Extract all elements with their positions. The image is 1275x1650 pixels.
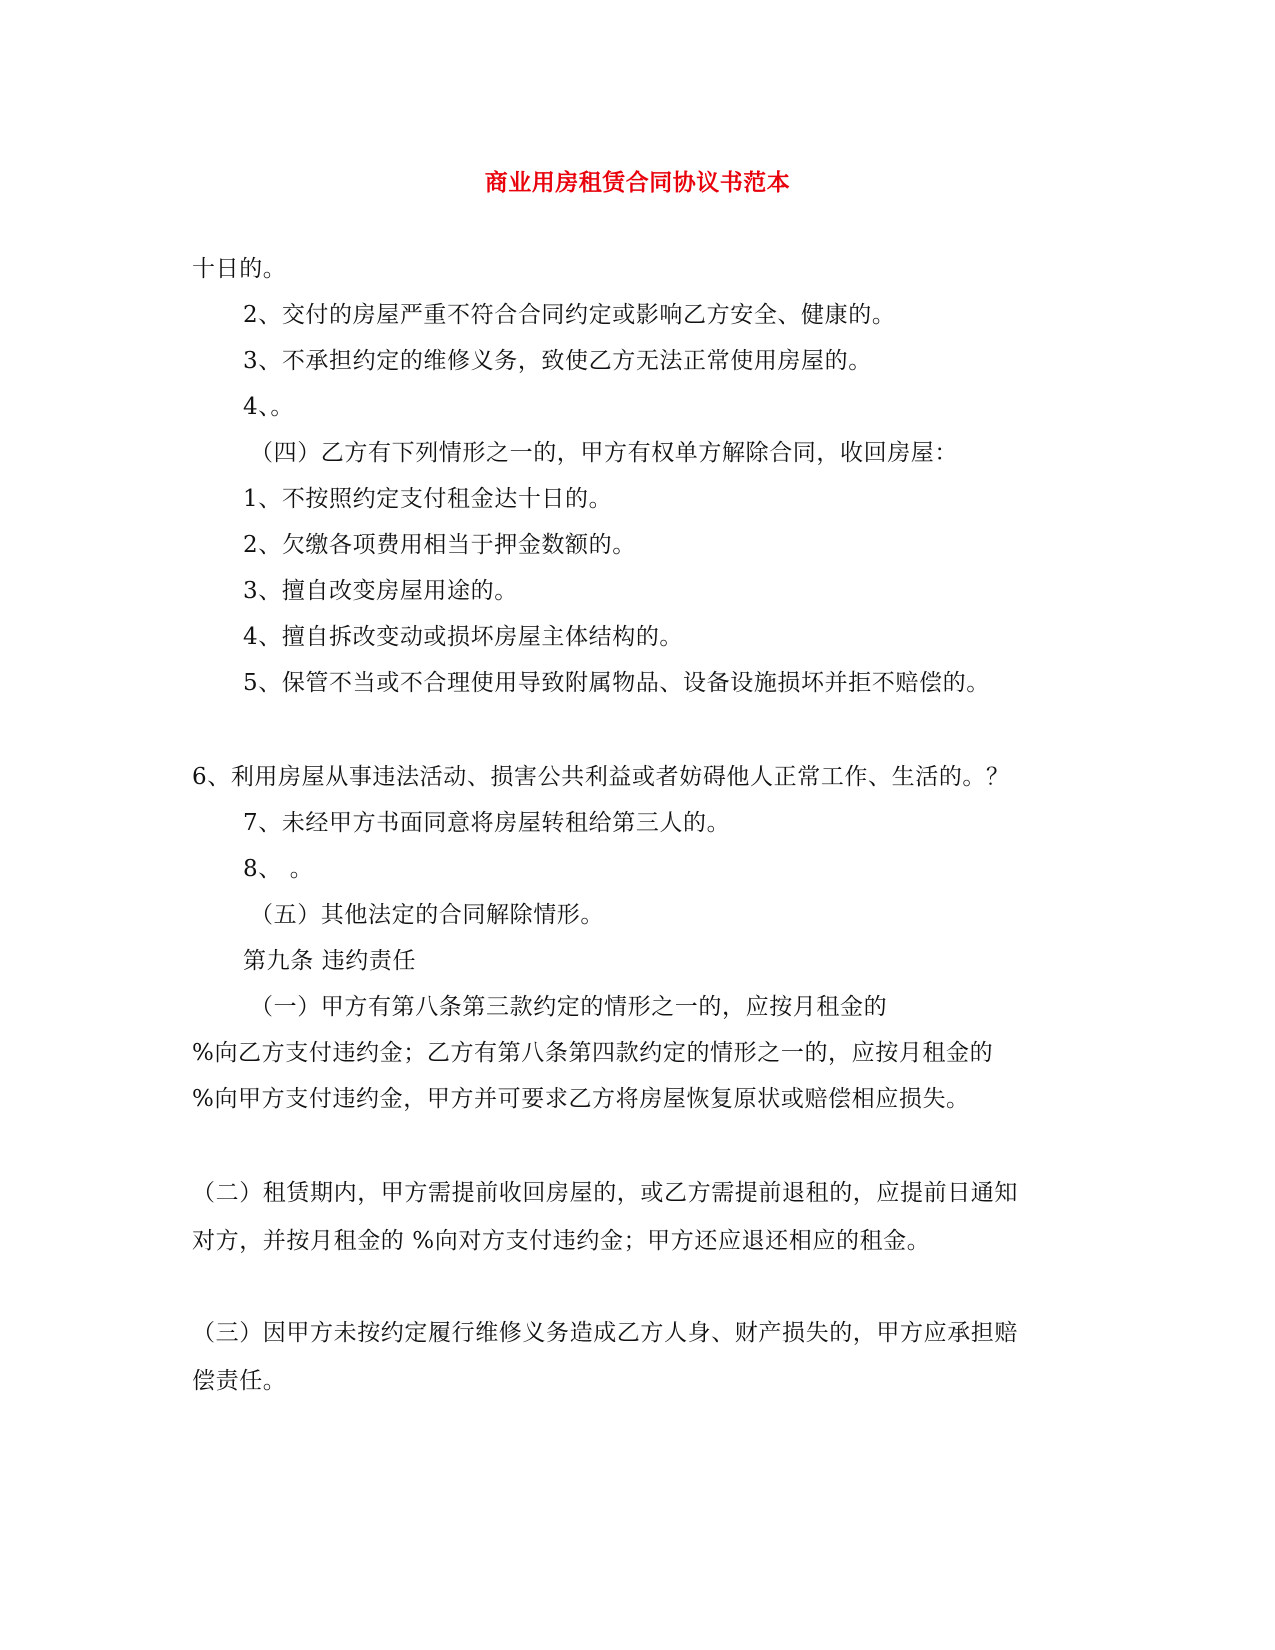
text-line: 7、未经甲方书面同意将房屋转租给第三人的。 (243, 810, 731, 836)
text-line: 对方，并按月租金的 %向对方支付违约金；甲方还应退还相应的租金。 (192, 1228, 931, 1254)
section-heading: 第九条 违约责任 (243, 948, 417, 974)
text-line: 8、 。 (243, 856, 314, 882)
text-line: %向甲方支付违约金，甲方并可要求乙方将房屋恢复原状或赔偿相应损失。 (192, 1086, 970, 1112)
text-line: 3、擅自改变房屋用途的。 (243, 578, 518, 604)
text-line: 3、不承担约定的维修义务，致使乙方无法正常使用房屋的。 (243, 348, 872, 374)
text-line: %向乙方支付违约金；乙方有第八条第四款约定的情形之一的，应按月租金的 (192, 1040, 994, 1066)
text-line: （二）租赁期内，甲方需提前收回房屋的，或乙方需提前退租的，应提前日通知 (192, 1180, 1018, 1206)
text-line: 4、。 (243, 394, 294, 420)
text-line: 6、利用房屋从事违法活动、损害公共利益或者妨碍他人正常工作、生活的。？ (192, 764, 1010, 790)
text-line: 1、不按照约定支付租金达十日的。 (243, 486, 613, 512)
text-line: 十日的。 (192, 256, 287, 282)
text-line: 偿责任。 (192, 1368, 287, 1394)
text-line: 4、擅自拆改变动或损坏房屋主体结构的。 (243, 624, 684, 650)
text-line: （三）因甲方未按约定履行维修义务造成乙方人身、财产损失的，甲方应承担赔 (192, 1320, 1018, 1346)
text-line: （五）其他法定的合同解除情形。 (250, 902, 604, 928)
text-line: （一）甲方有第八条第三款约定的情形之一的，应按月租金的 (250, 994, 888, 1020)
document-title: 商业用房租赁合同协议书范本 (484, 169, 791, 196)
text-line: 2、交付的房屋严重不符合合同约定或影响乙方安全、健康的。 (243, 302, 896, 328)
text-line: 5、保管不当或不合理使用导致附属物品、设备设施损坏并拒不赔偿的。 (243, 670, 990, 696)
text-line: 2、欠缴各项费用相当于押金数额的。 (243, 532, 636, 558)
text-line: （四）乙方有下列情形之一的，甲方有权单方解除合同，收回房屋： (250, 440, 958, 466)
